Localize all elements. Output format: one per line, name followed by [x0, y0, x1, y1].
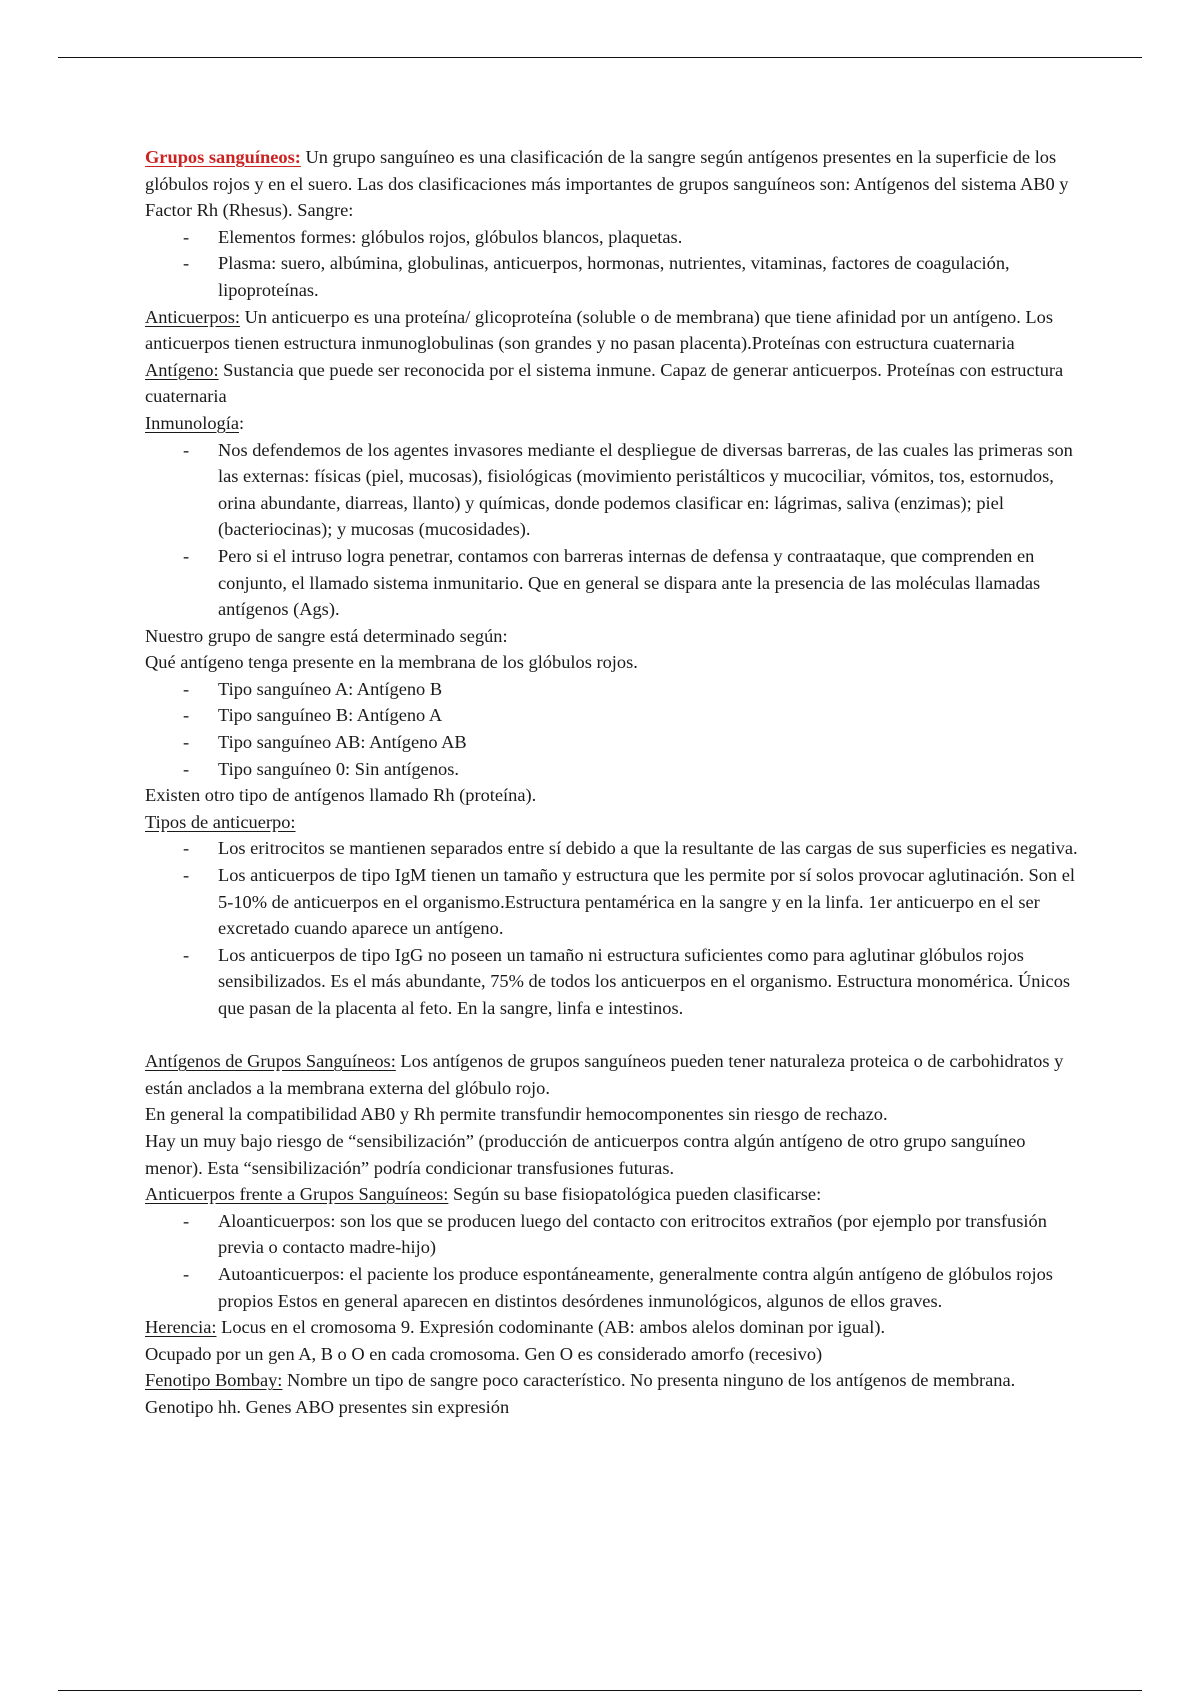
paragraph-fenotipo-bombay — [145, 1367, 1080, 1420]
paragraph-riesgo: Hay un muy bajo riesgo de “sensibilización” (producción de anticuerpos contra algún antígeno de otro grupo sanguíneo menor). Esta “sensibilización” podría condicionar transfusiones futuras. — [145, 1130, 1026, 1178]
list-item: - Los anticuerpos de tipo IgG no poseen un tamaño ni estructura suficientes como para aglutinar glóbulos rojos sensibilizados. Es el más abundante, 75% de todos los anticuerpos en el organismo. Estructura monomérica. Únicos que pasan de la placenta al feto. En la sangre, linfa e intestinos. — [145, 942, 1080, 1022]
paragraph-text: Un anticuerpo es una proteína/ glicoproteína (soluble o de membrana) que tiene afinidad por un antígeno. Los anticuerpos tienen estructura inmunoglobulinas (son grandes y no pasan placenta).Proteínas con estructura cuaternaria — [145, 306, 1054, 354]
list-item: - Nos defendemos de los agentes invasores mediante el despliegue de diversas barreras, de las cuales las primeras son las externas: físicas (piel, mucosas), fisiológicas (movimiento peristálticos y mucociliar, vómitos, tos, estornudos, orina abundante, diarreas, llanto) y químicas, donde podemos clasificar en: lágrimas, saliva (enzimas); piel (bacteriocinas); y mucosas (mucosidades). — [145, 437, 1080, 543]
list-item: - Pero si el intruso logra penetrar, contamos con barreras internas de defensa y contraataque, que comprenden en conjunto, el llamado sistema inmunitario. Que en general se dispara ante la presencia de las moléculas llamadas antígenos (Ags). — [145, 543, 1080, 623]
heading-antigenos-grupos: Antígenos de Grupos Sanguíneos: — [145, 1051, 396, 1072]
list-item: - Elementos formes: glóbulos rojos, glóbulos blancos, plaquetas. — [145, 224, 1080, 251]
paragraph-nuestro-grupo: Nuestro grupo de sangre está determinado según: — [145, 625, 508, 646]
paragraph-antigeno — [145, 357, 1080, 410]
paragraph-text: Sustancia que puede ser reconocida por el sistema inmune. Capaz de generar anticuerpos. Proteínas con estructura cuaternaria — [145, 359, 1064, 407]
list-sangre — [145, 224, 1080, 304]
heading-fenotipo-bombay: Fenotipo Bombay: — [145, 1370, 283, 1391]
paragraph-text: Locus en el cromosoma 9. Expresión codominante (AB: ambos alelos dominan por igual). — [216, 1317, 886, 1338]
footer-rule — [58, 1690, 1142, 1691]
list-item: - Tipo sanguíneo AB: Antígeno AB — [145, 729, 1080, 756]
paragraph-tipos-anticuerpo — [145, 809, 1080, 836]
heading-tipos-anticuerpo: Tipos de anticuerpo: — [145, 811, 296, 832]
paragraph-text: Nombre un tipo de sangre poco característico. No presenta ninguno de los antígenos de membrana. Genotipo hh. Genes ABO presentes sin expresión — [145, 1370, 1016, 1417]
header-rule — [58, 57, 1142, 58]
list-tipos-anticuerpo — [145, 835, 1080, 1021]
list-item: - Tipo sanguíneo B: Antígeno A — [145, 702, 1080, 729]
paragraph-inmunologia — [145, 410, 1080, 437]
paragraph-spacer — [145, 1022, 1080, 1049]
list-item: - Tipo sanguíneo A: Antígeno B — [145, 676, 1080, 703]
heading-herencia: Herencia: — [145, 1317, 217, 1338]
paragraph-ocupado: Ocupado por un gen A, B o O en cada cromosoma. Gen O es considerado amorfo (recesivo) — [145, 1343, 823, 1364]
heading-anticuerpos-frente: Anticuerpos frente a Grupos Sanguíneos: — [145, 1184, 449, 1205]
paragraph-text: : — [238, 412, 245, 433]
heading-grupos-sanguineos: Grupos sanguíneos: — [145, 147, 301, 167]
list-item: - Los eritrocitos se mantienen separados entre sí debido a que la resultante de las cargas de sus superficies es negativa. — [145, 835, 1080, 862]
document-body — [145, 144, 1080, 1421]
paragraph-existen: Existen otro tipo de antígenos llamado Rh (proteína). — [145, 785, 537, 806]
list-item: - Los anticuerpos de tipo IgM tienen un tamaño y estructura que les permite por sí solos provocar aglutinación. Son el 5-10% de anticuerpos en el organismo.Estructura pentamérica en la sangre y en la linfa. 1er anticuerpo en el ser excretado cuando aparece un antígeno. — [145, 862, 1080, 942]
list-item: - Aloanticuerpos: son los que se producen luego del contacto con eritrocitos extraños (por ejemplo por transfusión previa o contacto madre-hijo) — [145, 1208, 1080, 1261]
heading-anticuerpos: Anticuerpos: — [145, 306, 240, 327]
list-item: - Tipo sanguíneo 0: Sin antígenos. — [145, 756, 1080, 783]
heading-inmunologia: Inmunología — [145, 412, 239, 433]
paragraph-antigenos-grupos — [145, 1048, 1080, 1101]
paragraph-que-antigeno: Qué antígeno tenga presente en la membrana de los glóbulos rojos. — [145, 652, 638, 673]
paragraph-grupos-sanguineos — [145, 144, 1080, 224]
list-item: - Autoanticuerpos: el paciente los produce espontáneamente, generalmente contra algún antígeno de glóbulos rojos propios Estos en general aparecen en distintos desórdenes inmunológicos, algunos de ellos graves. — [145, 1261, 1080, 1314]
list-inmunologia — [145, 437, 1080, 623]
list-tipos-sanguineos — [145, 676, 1080, 782]
paragraph-text: Los antígenos de grupos sanguíneos pueden tener naturaleza proteica o de carbohidratos y están anclados a la membrana externa del glóbulo rojo. — [145, 1051, 1064, 1098]
paragraph-anticuerpos-frente — [145, 1181, 1080, 1208]
paragraph-anticuerpos — [145, 304, 1080, 357]
list-anticuerpos-frente — [145, 1208, 1080, 1314]
paragraph-text: Un grupo sanguíneo es una clasificación de la sangre según antígenos presentes en la superficie de los glóbulos rojos y en el suero. Las dos clasificaciones más importantes de grupos sanguíneos son: Antígenos del sistema AB0 y Factor Rh (Rhesus). Sangre: — [145, 147, 1069, 221]
list-item: - Plasma: suero, albúmina, globulinas, anticuerpos, hormonas, nutrientes, vitaminas, factores de coagulación, lipoproteínas. — [145, 250, 1080, 303]
paragraph-text: Según su base fisiopatológica pueden clasificarse: — [448, 1184, 822, 1205]
heading-antigeno: Antígeno: — [145, 359, 219, 380]
paragraph-herencia — [145, 1314, 1080, 1341]
paragraph-compatibilidad: En general la compatibilidad AB0 y Rh permite transfundir hemocomponentes sin riesgo de rechazo. — [145, 1104, 888, 1125]
